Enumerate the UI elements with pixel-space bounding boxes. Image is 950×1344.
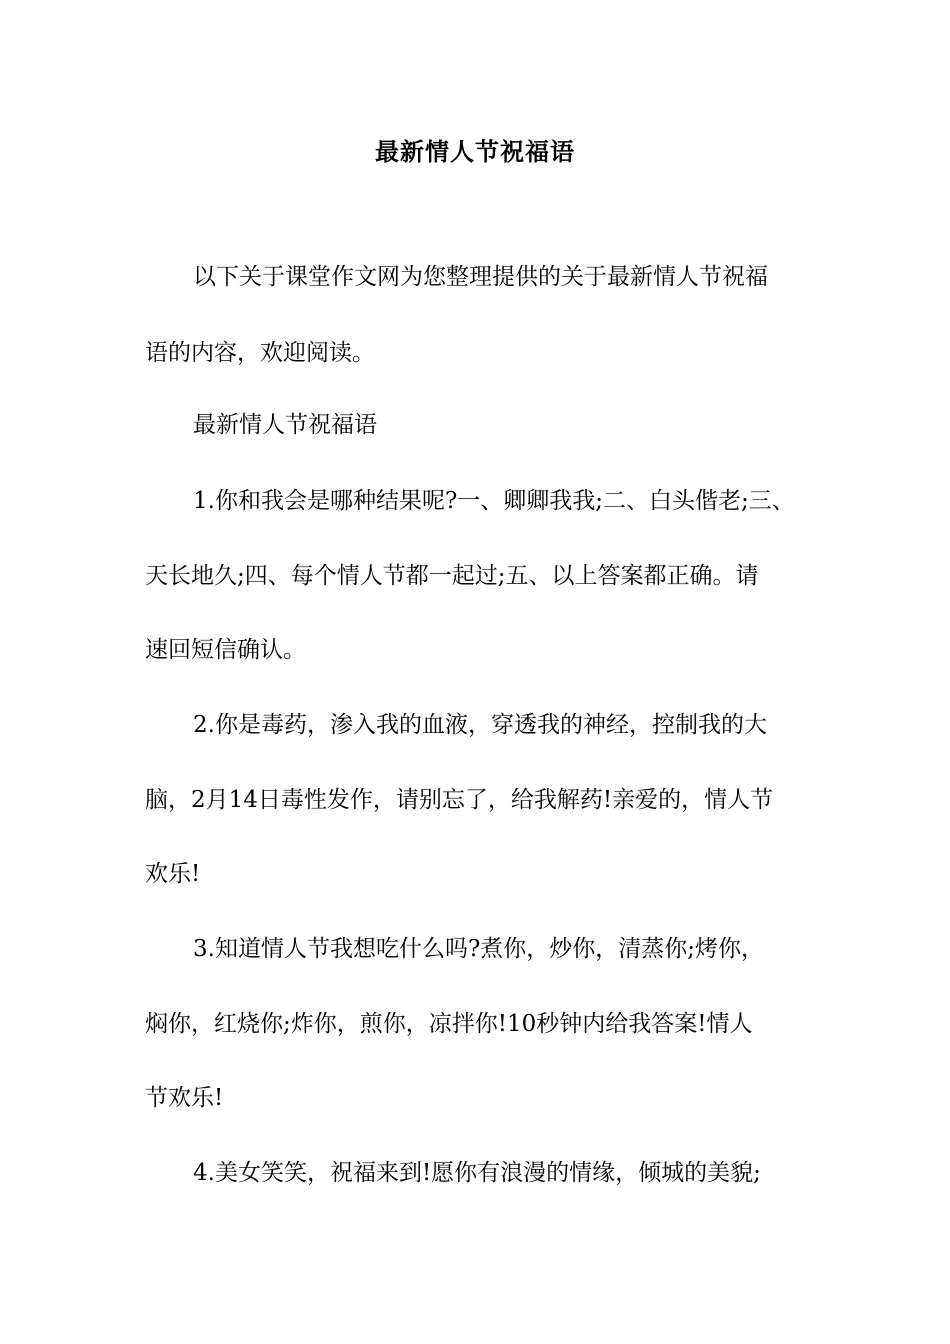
paragraph-line: 欢乐! bbox=[145, 861, 201, 887]
paragraph-line: 以下关于课堂作文网为您整理提供的关于最新情人节祝福 bbox=[193, 264, 768, 290]
paragraph-line: 速回短信确认。 bbox=[145, 637, 306, 663]
paragraph-line: 3.知道情人节我想吃什么吗?煮你，炒你，清蒸你;烤你， bbox=[193, 936, 765, 962]
paragraph-line: 4.美女笑笑，祝福来到!愿你有浪漫的情缘，倾城的美貌; bbox=[193, 1160, 761, 1186]
paragraph-line: 1.你和我会是哪种结果呢?一、卿卿我我;二、白头偕老;三、 bbox=[193, 488, 795, 514]
paragraph-line: 语的内容，欢迎阅读。 bbox=[145, 340, 375, 366]
paragraph-line: 节欢乐! bbox=[145, 1085, 224, 1111]
paragraph-line: 脑，2月14日毒性发作，请别忘了，给我解药!亲爱的，情人节 bbox=[145, 787, 774, 813]
paragraph-line: 天长地久;四、每个情人节都一起过;五、以上答案都正确。请 bbox=[145, 563, 759, 589]
paragraph-line: 2.你是毒药，渗入我的血液，穿透我的神经，控制我的大 bbox=[193, 712, 767, 738]
page-title: 最新情人节祝福语 bbox=[375, 138, 575, 166]
section-heading: 最新情人节祝福语 bbox=[193, 412, 377, 438]
paragraph-line: 焖你，红烧你;炸你，煎你，凉拌你!10秒钟内给我答案!情人 bbox=[145, 1011, 753, 1037]
